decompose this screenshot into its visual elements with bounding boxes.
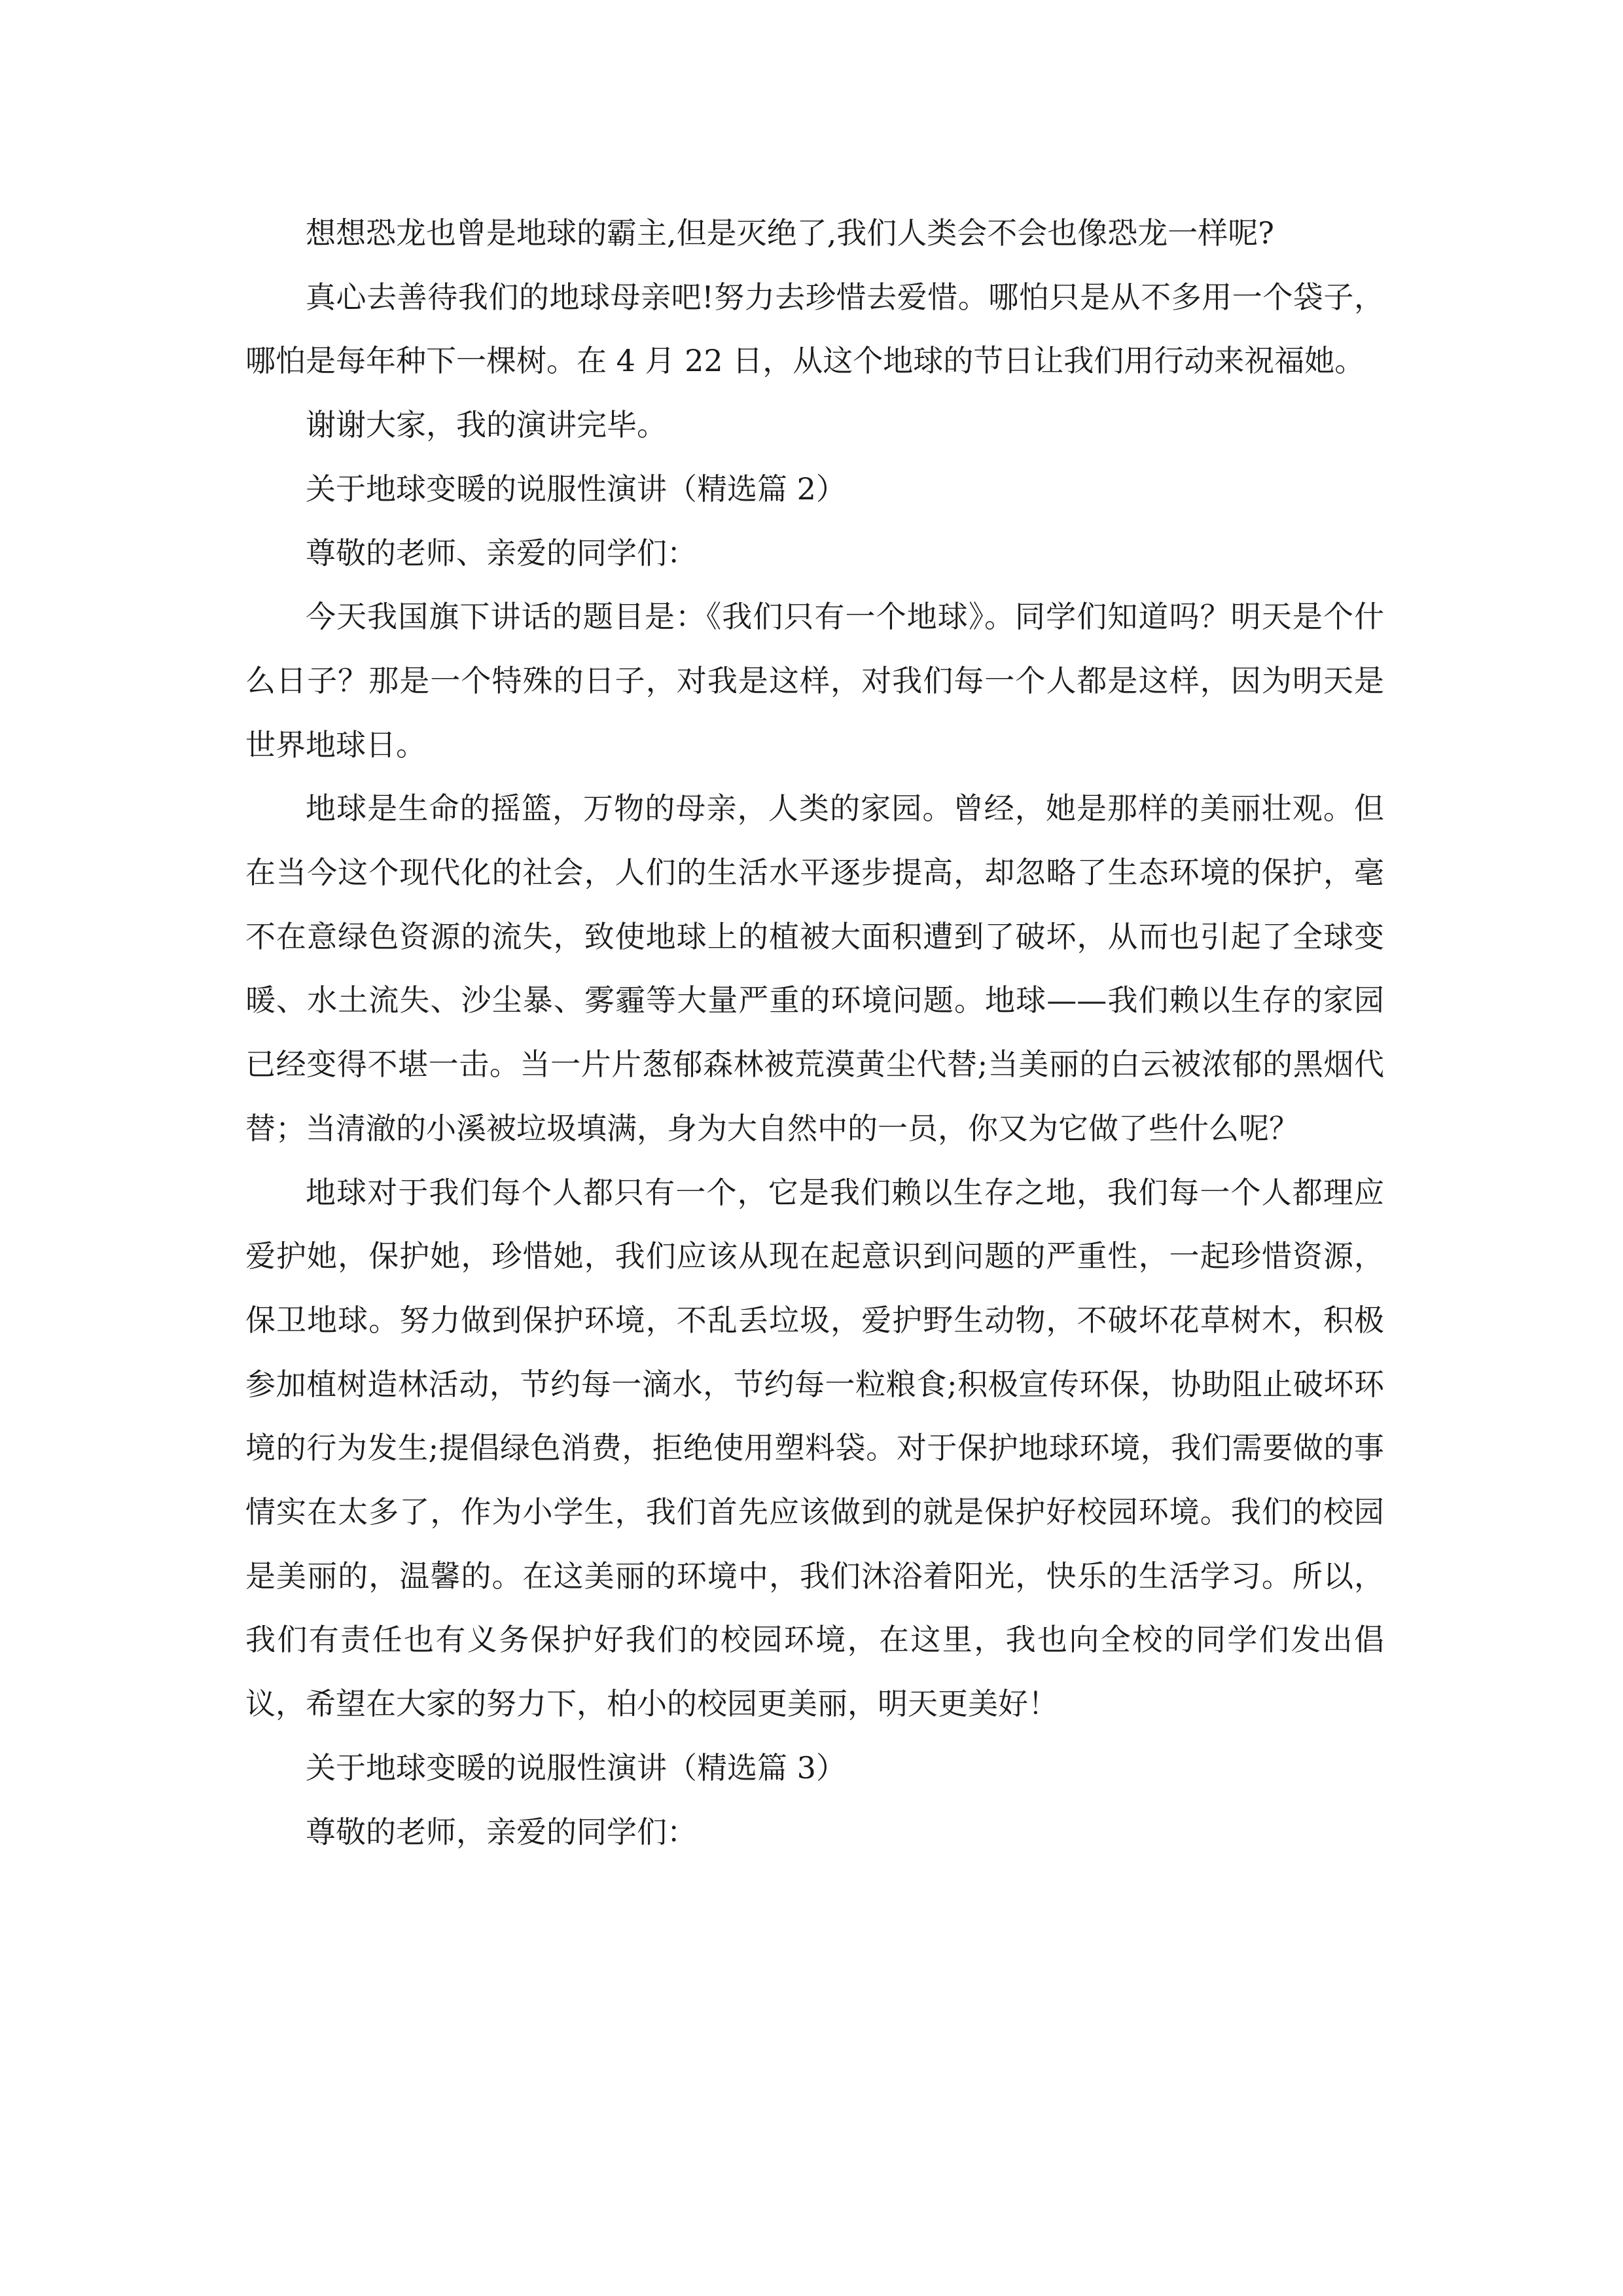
paragraph-speech-topic: 今天我国旗下讲话的题目是：《我们只有一个地球》。同学们知道吗？明天是个什么日子？那是一个特殊的日子，对我是这样，对我们每一个人都是这样，因为明天是世界地球日。 <box>245 599 1384 762</box>
paragraph-cherish-earth: 真心去善待我们的地球母亲吧!努力去珍惜去爱惜。哪怕只是从不多用一个袋子，哪怕是每年种下一棵树。在 4 月 22 日，从这个地球的节日让我们用行动来祝福她。 <box>245 279 1384 379</box>
paragraph-dinosaur-question: 想想恐龙也曾是地球的霸主,但是灭绝了,我们人类会不会也像恐龙一样呢? <box>306 215 1274 251</box>
paragraph-earth-cradle: 地球是生命的摇篮，万物的母亲，人类的家园。曾经，她是那样的美丽壮观。但在当今这个现代化的社会，人们的生活水平逐步提高，却忽略了生态环境的保护，毫不在意绿色资源的流失，致使地球上的植被大面积遭到了破坏，从而也引起了全球变暖、水土流失、沙尘暴、雾霾等大量严重的环境问题。地球——我们赖以生存的家园已经变得不堪一击。当一片片葱郁森林被荒漠黄尘代替;当美丽的白云被浓郁的黑烟代替；当清澈的小溪被垃圾填满，身为大自然中的一员，你又为它做了些什么呢？ <box>245 791 1384 1146</box>
document-body <box>245 202 1384 1864</box>
section-heading-part-3: 关于地球变暖的说服性演讲（精选篇 3） <box>306 1749 846 1785</box>
paragraph-closing-thanks: 谢谢大家，我的演讲完毕。 <box>306 407 667 443</box>
paragraph-greeting-part-2: 尊敬的老师、亲爱的同学们： <box>306 535 697 571</box>
section-heading-part-2: 关于地球变暖的说服性演讲（精选篇 2） <box>306 471 846 507</box>
paragraph-greeting-part-3: 尊敬的老师，亲爱的同学们： <box>306 1814 697 1850</box>
paragraph-protect-earth: 地球对于我们每个人都只有一个，它是我们赖以生存之地，我们每一个人都理应爱护她，保护她，珍惜她，我们应该从现在起意识到问题的严重性，一起珍惜资源，保卫地球。努力做到保护环境，不乱丢垃圾，爱护野生动物，不破坏花草树木，积极参加植树造林活动，节约每一滴水，节约每一粒粮食;积极宣传环保，协助阻止破坏环境的行为发生;提倡绿色消费，拒绝使用塑料袋。对于保护地球环境，我们需要做的事情实在太多了，作为小学生，我们首先应该做到的就是保护好校园环境。我们的校园是美丽的，温馨的。在这美丽的环境中，我们沐浴着阳光，快乐的生活学习。所以，我们有责任也有义务保护好我们的校园环境，在这里，我也向全校的同学们发出倡议，希望在大家的努力下，柏小的校园更美丽，明天更美好！ <box>245 1174 1384 1722</box>
